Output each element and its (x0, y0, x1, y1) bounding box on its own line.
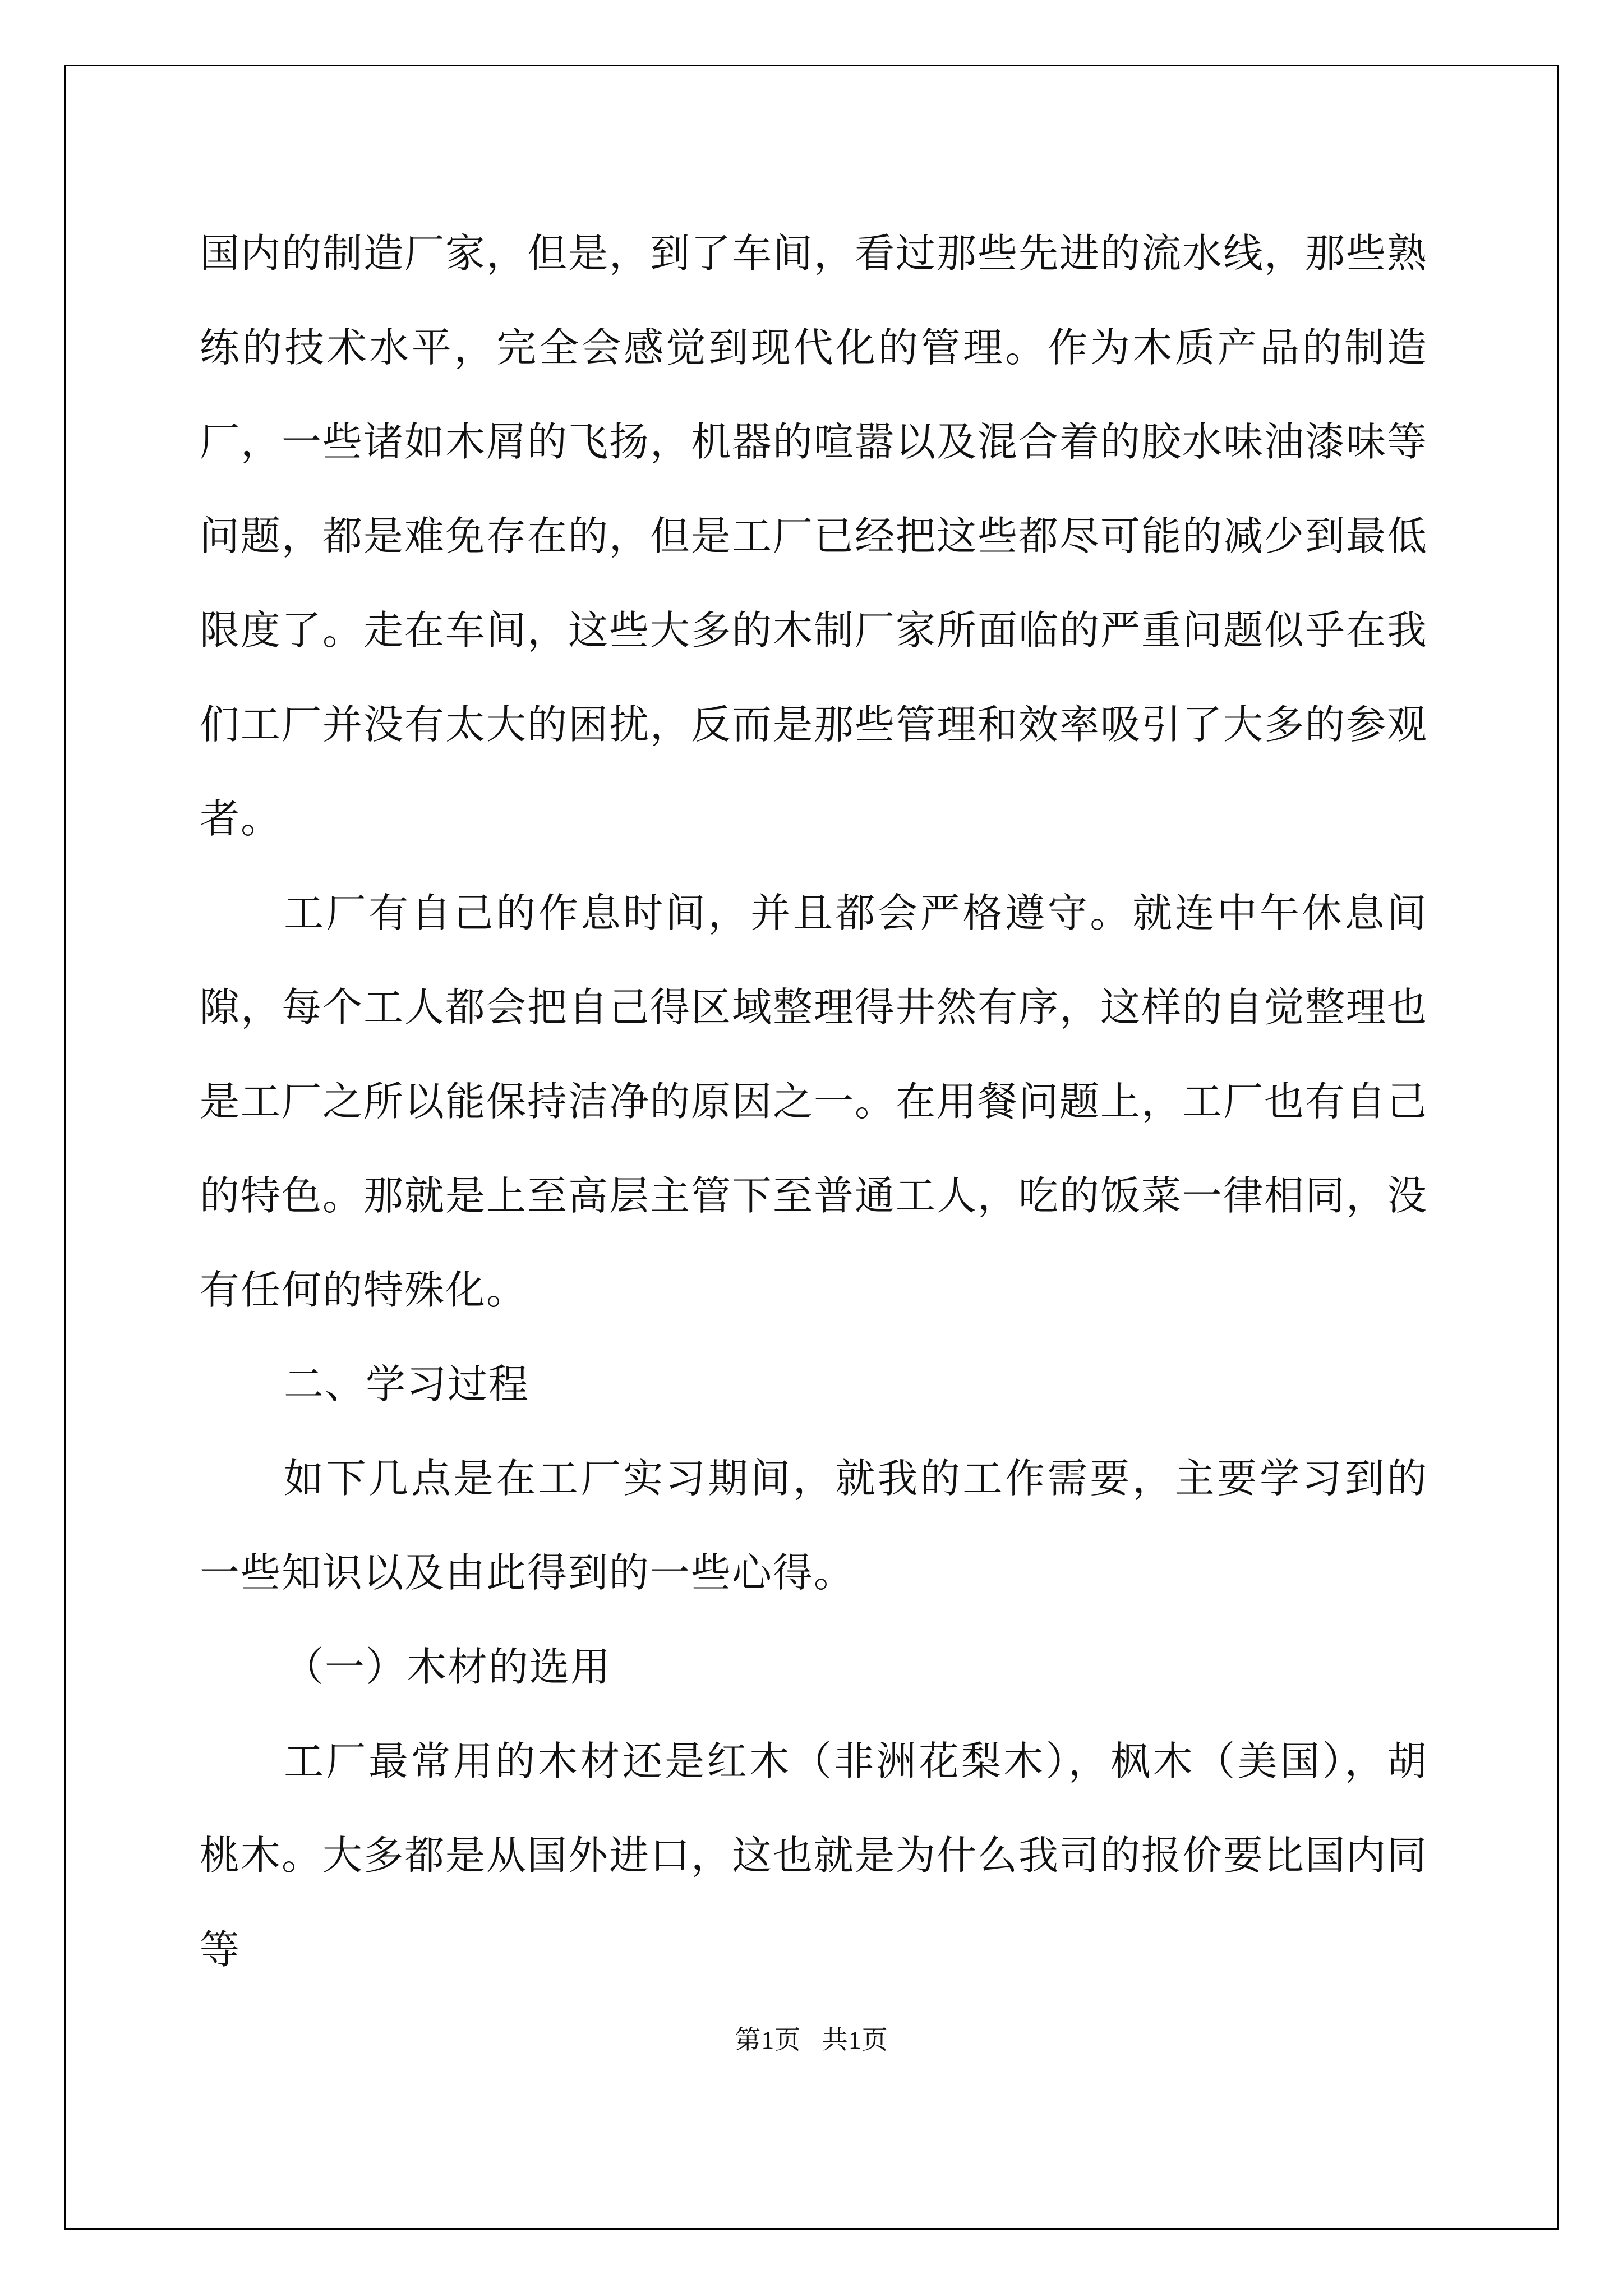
paragraph-learning-intro: 如下几点是在工厂实习期间，就我的工作需要，主要学习到的一些知识以及由此得到的一些心得。 (200, 1455, 1428, 1596)
page-number: 第1页 (735, 2026, 801, 2054)
paragraph-intro: 国内的制造厂家，但是，到了车间，看过那些先进的流水线，那些熟练的技术水平，完全会感觉到现代化的管理。作为木质产品的制造厂，一些诸如木屑的飞扬，机器的喧嚣以及混合着的胶水味油漆味等问题，都是难免存在的，但是工厂已经把这些都尽可能的减少到最低限度了。走在车间，这些大多的木制厂家所面临的严重问题似乎在我们工厂并没有太大的困扰，反而是那些管理和效率吸引了大多的参观者。 (200, 230, 1428, 842)
paragraph-wood-types: 工厂最常用的木材还是红木（非洲花梨木），枫木（美国），胡桃木。大多都是从国外进口，这也就是为什么我司的报价要比国内同等 (200, 1738, 1428, 1973)
section-heading-learning-process: 二、学习过程 (284, 1361, 530, 1407)
subsection-heading-wood-selection: （一）木材的选用 (284, 1644, 612, 1690)
page-footer (0, 2019, 1623, 2056)
document-body (200, 206, 1428, 1997)
paragraph-schedule: 工厂有自己的作息时间，并且都会严格遵守。就连中午休息间隙，每个工人都会把自己得区域整理得井然有序，这样的自觉整理也是工厂之所以能保持洁净的原因之一。在用餐问题上，工厂也有自己的特色。那就是上至高层主管下至普通工人，吃的饭菜一律相同，没有任何的特殊化。 (200, 890, 1428, 1313)
page-total: 共1页 (822, 2026, 888, 2054)
